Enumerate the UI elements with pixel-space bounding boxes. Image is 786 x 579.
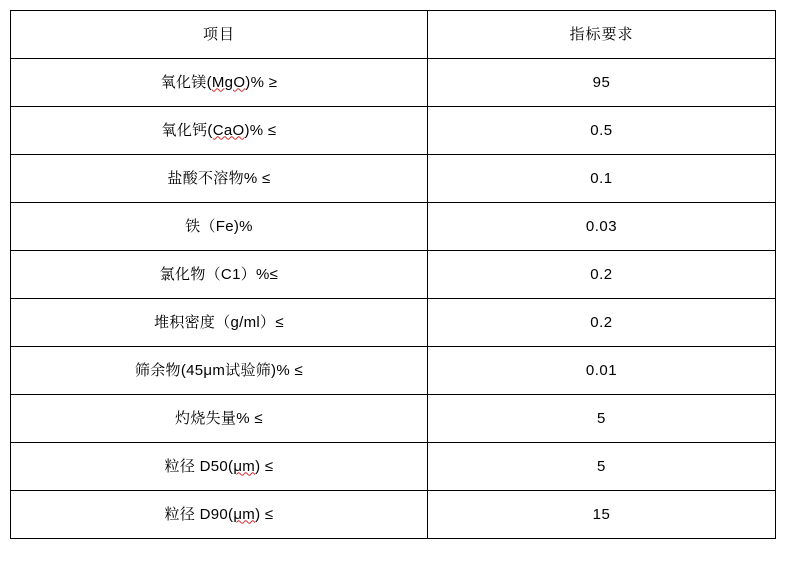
item-text-pre: 粒径 D90( bbox=[164, 505, 234, 523]
row-item-label bbox=[11, 299, 428, 347]
item-text-marked: μm bbox=[233, 505, 256, 523]
item-text-pre: 堆积密度（g/ml）≤ bbox=[154, 313, 284, 331]
item-text-marked: μm bbox=[233, 457, 256, 475]
table-row bbox=[11, 299, 776, 347]
item-text-pre: 筛余物(45μm试验筛)% ≤ bbox=[134, 361, 303, 379]
row-item-label bbox=[11, 251, 428, 299]
column-header-requirement: 指标要求 bbox=[427, 11, 775, 59]
item-text-marked: CaO bbox=[212, 121, 245, 139]
row-value: 0.03 bbox=[427, 203, 775, 251]
row-item-label bbox=[11, 203, 428, 251]
row-item-label bbox=[11, 347, 428, 395]
item-text-post: ) ≤ bbox=[255, 505, 274, 523]
row-value: 0.5 bbox=[427, 107, 775, 155]
specification-table bbox=[10, 10, 776, 539]
row-item-label bbox=[11, 155, 428, 203]
row-value: 5 bbox=[427, 443, 775, 491]
row-value: 0.2 bbox=[427, 251, 775, 299]
item-text-pre: 粒径 D50( bbox=[164, 457, 234, 475]
item-text-marked: MgO bbox=[211, 73, 246, 91]
table-header bbox=[11, 11, 776, 59]
table-header-row bbox=[11, 11, 776, 59]
row-value: 0.01 bbox=[427, 347, 775, 395]
table-row bbox=[11, 443, 776, 491]
table-row bbox=[11, 59, 776, 107]
table-body bbox=[11, 59, 776, 539]
row-item-label bbox=[11, 107, 428, 155]
item-text-pre: 铁（Fe)% bbox=[185, 217, 253, 235]
item-text-pre: 氧化镁( bbox=[160, 73, 212, 91]
item-text-post: ) ≤ bbox=[255, 457, 274, 475]
row-value: 15 bbox=[427, 491, 775, 539]
row-item-label bbox=[11, 59, 428, 107]
table-row bbox=[11, 155, 776, 203]
item-text-pre: 盐酸不溶物% ≤ bbox=[167, 169, 271, 187]
table-row bbox=[11, 491, 776, 539]
item-text-post: )% ≤ bbox=[244, 121, 277, 139]
table-row bbox=[11, 395, 776, 443]
row-item-label bbox=[11, 443, 428, 491]
row-value: 0.1 bbox=[427, 155, 775, 203]
table-row bbox=[11, 203, 776, 251]
row-value: 95 bbox=[427, 59, 775, 107]
item-text-pre: 灼烧失量% ≤ bbox=[175, 409, 263, 427]
row-value: 5 bbox=[427, 395, 775, 443]
row-item-label bbox=[11, 491, 428, 539]
row-value: 0.2 bbox=[427, 299, 775, 347]
item-text-post: )% ≥ bbox=[245, 73, 278, 91]
row-item-label bbox=[11, 395, 428, 443]
table-row bbox=[11, 251, 776, 299]
table-row bbox=[11, 107, 776, 155]
item-text-pre: 氧化钙( bbox=[161, 121, 213, 139]
item-text-pre: 氯化物（C1）%≤ bbox=[159, 265, 279, 283]
column-header-item: 项目 bbox=[11, 11, 428, 59]
table-row bbox=[11, 347, 776, 395]
